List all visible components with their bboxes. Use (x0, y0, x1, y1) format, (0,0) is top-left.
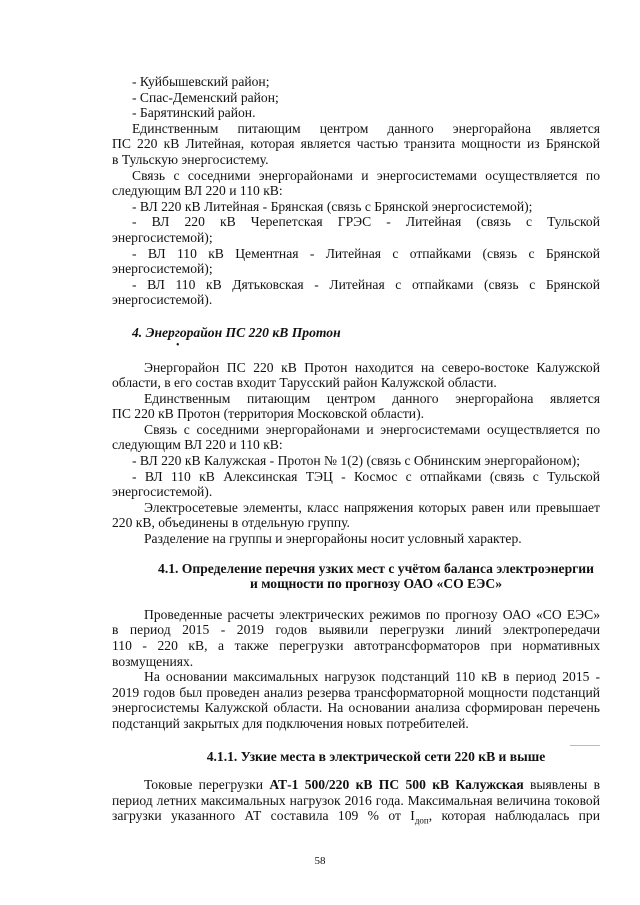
text-run: , которая наблюдалась при (428, 808, 600, 824)
page-number: 58 (314, 855, 326, 867)
paragraph-line: Единственным питающим центром данного энергорайона является (132, 120, 600, 136)
list-item: - ВЛ 220 кВ Черепетская ГРЭС - Литейная (связь с Тульской (132, 214, 600, 230)
paragraph-line: ПС 220 кВ Литейная, которая является частью транзита мощности из Брянской (112, 136, 600, 152)
paragraph-line: Связь с соседними энергорайонами и энергосистемами осуществляется по (132, 167, 600, 183)
text-run-bold: АТ-1 500/220 кВ ПС 500 кВ Калужская (269, 777, 524, 793)
section-heading-4-1-cont: и мощности по прогнозу ОАО «СО ЕЭС» (249, 576, 503, 592)
paragraph-line: возмущениях. (112, 653, 194, 669)
paragraph-line (112, 777, 600, 793)
bullet-dot: • (176, 339, 180, 351)
paragraph-line: 220 кВ, объединены в отдельную группу. (112, 515, 350, 531)
paragraph-line: Разделение на группы и энергорайоны носит условный характер. (144, 531, 522, 547)
list-item: - ВЛ 220 кВ Калужская - Протон № 1(2) (связь с Обнинским энергорайоном); (132, 453, 580, 469)
list-item: - ВЛ 110 кВ Алексинская ТЭЦ - Космос с отпайками (связь с Тульской (132, 468, 600, 484)
paragraph-line: в Тульскую энергосистему. (112, 151, 269, 167)
paragraph-line: ПС 220 кВ Протон (территория Московской области). (112, 406, 425, 422)
paragraph-line: подстанций закрытых для подключения новых потребителей. (112, 715, 469, 731)
list-item-cont: энергосистемой); (112, 261, 213, 277)
paragraph-line: энергосистемы Калужской области. На основании анализа сформирован перечень (112, 700, 600, 716)
list-item: - ВЛ 220 кВ Литейная - Брянская (связь с Брянской энергосистемой); (132, 198, 533, 214)
section-heading-4-1-1: 4.1.1. Узкие места в электрической сети 220 кВ и выше (206, 748, 546, 764)
paragraph-line: Единственным питающим центром данного энергорайона является (144, 390, 600, 406)
paragraph-line: области, в его состав входит Тарусский район Калужской области. (112, 375, 497, 391)
paragraph-line: в период 2015 - 2019 годов выявили перегрузки линий электропередачи (112, 622, 600, 638)
subscript: доп (414, 816, 429, 827)
paragraph-line: 2019 годов был проведен анализ резерва трансформаторной мощности подстанций (112, 684, 600, 700)
paragraph-line: Проведенные расчеты электрических режимов по прогнозу ОАО «СО ЕЭС» (144, 606, 600, 622)
text-run: Токовые перегрузки (144, 777, 270, 793)
paragraph-line: Электросетевые элементы, класс напряжения которых равен или превышает (144, 499, 600, 515)
list-item-cont: энергосистемой). (112, 292, 213, 308)
scan-mark-line (570, 745, 600, 746)
list-item: - ВЛ 110 кВ Цементная - Литейная с отпайками (связь с Брянской (132, 245, 600, 261)
paragraph-line: следующим ВЛ 220 и 110 кВ: (112, 183, 283, 199)
list-item: - Спас-Деменский район; (132, 89, 279, 105)
paragraph-line: следующим ВЛ 220 и 110 кВ: (112, 437, 283, 453)
paragraph-line (112, 808, 600, 827)
list-item-cont: энергосистемой). (112, 484, 213, 500)
paragraph-line: Связь с соседними энергорайонами и энергосистемами осуществляется по (144, 421, 600, 437)
list-item: - ВЛ 110 кВ Дятьковская - Литейная с отпайками (связь с Брянской (132, 276, 600, 292)
page-body (112, 74, 600, 827)
section-heading-4: 4. Энергорайон ПС 220 кВ Протон (132, 324, 341, 340)
paragraph-line: На основании максимальных нагрузок подстанций 110 кВ в период 2015 - (144, 669, 600, 685)
list-item: - Барятинский район. (132, 105, 256, 121)
text-run: выявлены в (523, 777, 600, 793)
text-run: загрузки указанного АТ составила 109 % от I (112, 808, 415, 824)
list-item: - Куйбышевский район; (132, 74, 270, 89)
list-item-cont: энергосистемой); (112, 229, 213, 245)
paragraph-line: Энергорайон ПС 220 кВ Протон находится на северо-востоке Калужской (144, 359, 600, 375)
paragraph-line: 110 - 220 кВ, а также перегрузки автотрансформаторов при нормативных (112, 638, 600, 653)
paragraph-line: период летних максимальных нагрузок 2016 года. Максимальная величина токовой (112, 792, 600, 808)
section-heading-4-1: 4.1. Определение перечня узких мест с учётом баланса электроэнергии (158, 560, 594, 576)
